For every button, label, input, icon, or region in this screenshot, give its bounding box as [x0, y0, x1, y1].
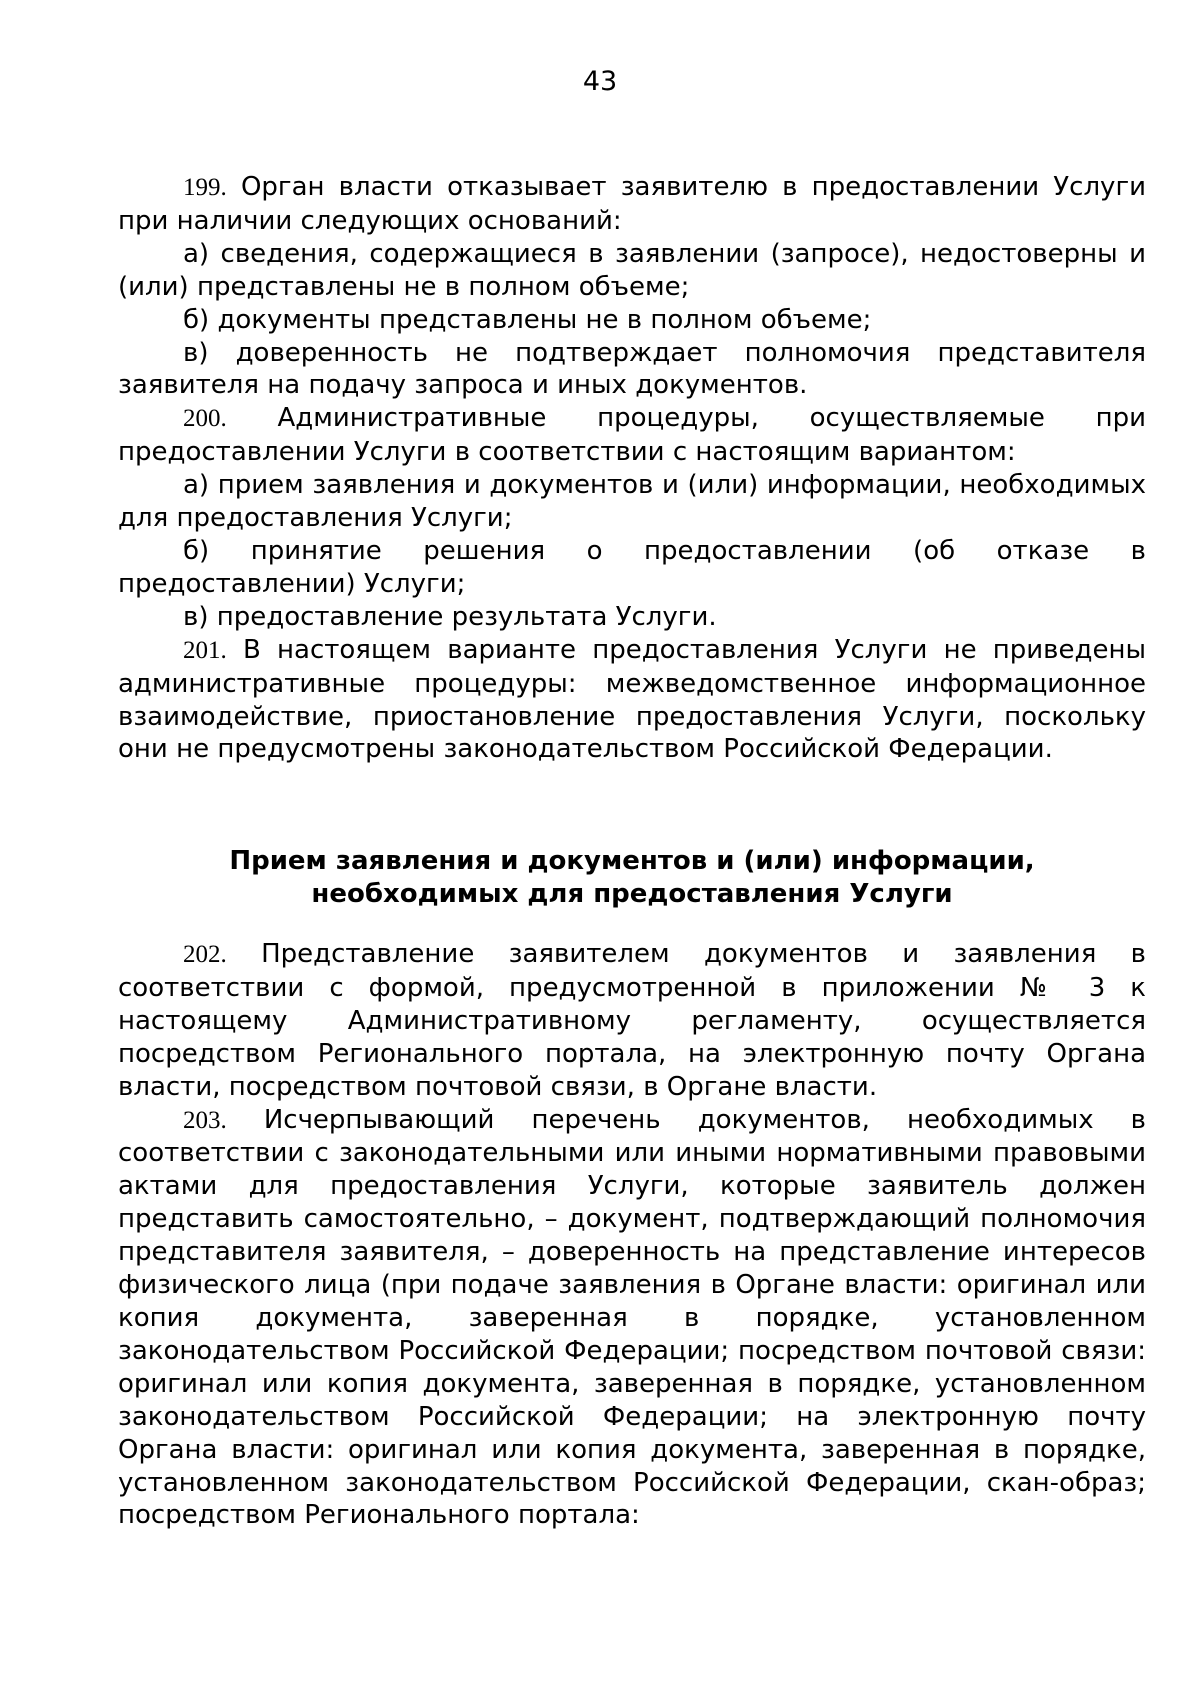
paragraph-number: 200.	[183, 405, 227, 433]
paragraph-text: Административные процедуры, осуществляемые при предоставлении Услуги в соответствии с настоящим вариантом:	[118, 403, 1146, 468]
list-item-text: в) доверенность не подтверждает полномочия представителя заявителя на подачу запроса и иных документов.	[118, 337, 1146, 401]
paragraph-202	[118, 938, 1146, 1104]
list-item-text: б) документы представлены не в полном объеме;	[183, 304, 872, 335]
paragraph-text: Исчерпывающий перечень документов, необходимых в соответствии с законодательными или иными нормативными правовыми актами для предоставления Услуги, которые заявитель должен представить самостоятельно, – документ, подтверждающий полномочия представителя заявителя, – доверенность на представление интересов физического лица (при подаче заявления в Органе власти: оригинал или копия документа, заверенная в порядке, установленном законодательством Российской Федерации; посредством почтовой связи: оригинал или копия документа, заверенная в порядке, установленном законодательством Российской Федерации; на электронную почту Органа власти: оригинал или копия документа, заверенная в порядке, установленном законодательством Российской Федерации, скан-образ; посредством Регионального портала:	[118, 1104, 1147, 1531]
body-text-section-1	[118, 171, 1146, 766]
section-heading-line-1: Прием заявления и документов и (или) информации,	[229, 846, 1035, 876]
section-heading	[118, 845, 1146, 911]
body-text-section-2	[118, 938, 1146, 1532]
paragraph-text: В настоящем варианте предоставления Услуги не приведены административные процедуры: межведомственное информационное взаимодействие, приостановление предоставления Услуги, поскольку они не предусмотрены законодательством Российской Федерации.	[118, 634, 1146, 765]
paragraph-199	[118, 171, 1146, 238]
paragraph-number: 203.	[183, 1106, 227, 1134]
list-item-text: б) принятие решения о предоставлении (об отказе в предоставлении) Услуги;	[118, 535, 1146, 599]
list-item-c	[118, 601, 1146, 634]
list-item-text: в) предоставление результата Услуги.	[183, 601, 717, 632]
list-item-a	[118, 238, 1146, 304]
list-item-text: а) прием заявления и документов и (или) информации, необходимых для предоставления Услуги;	[118, 470, 1146, 534]
list-item-a	[118, 469, 1146, 535]
paragraph-201	[118, 634, 1146, 767]
list-item-b	[118, 304, 1146, 337]
list-item-c	[118, 337, 1146, 403]
page-number: 43	[582, 66, 618, 97]
section-heading-line-2: необходимых для предоставления Услуги	[311, 879, 953, 909]
paragraph-number: 201.	[183, 636, 227, 664]
paragraph-number: 202.	[183, 941, 227, 968]
paragraph-text: Представление заявителем документов и заявления в соответствии с формой, предусмотренной в приложении № 3 к настоящему Административному регламенту, осуществляется посредством Регионального портала, на электронную почту Органа власти, посредством почтовой связи, в Органе власти.	[118, 939, 1146, 1102]
paragraph-200	[118, 402, 1146, 469]
paragraph-203	[118, 1104, 1146, 1533]
paragraph-number: 199.	[183, 174, 227, 201]
paragraph-text: Орган власти отказывает заявителю в предоставлении Услуги при наличии следующих оснований:	[118, 172, 1147, 236]
list-item-text: а) сведения, содержащиеся в заявлении (запросе), недостоверны и (или) представлены не в полном объеме;	[118, 238, 1146, 302]
list-item-b	[118, 535, 1146, 601]
